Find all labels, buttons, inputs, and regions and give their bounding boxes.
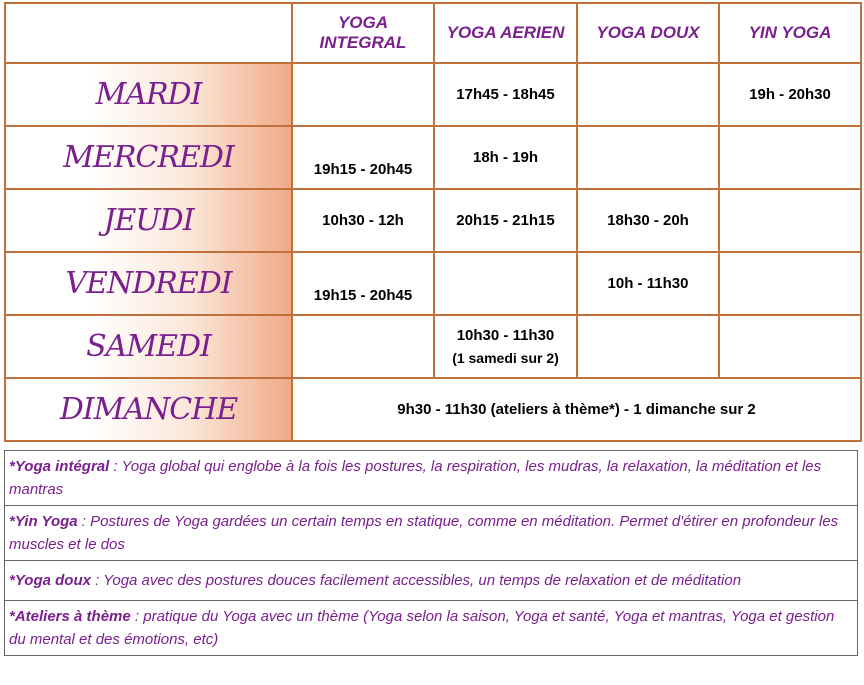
note-yin-yoga [5,506,858,561]
note-term: *Yoga intégral [9,458,110,475]
col-header-yoga-aerien: YOGA AERIEN [434,3,577,63]
note-samedi-aerien: (1 samedi sur 2) [452,350,559,366]
slot-jeudi-doux [577,189,719,252]
slot-mercredi-yin [719,126,861,189]
day-label-jeudi: JEUDI [5,189,292,252]
slot-samedi-integral [292,315,434,378]
slot-mercredi-integral [292,126,434,189]
time-mardi-yin: 19h - 20h30 [749,86,831,103]
time-mercredi-integral: 19h15 - 20h45 [313,161,413,178]
slot-vendredi-doux [577,252,719,315]
slot-mardi-yin [719,63,861,126]
note-term: *Ateliers à thème [9,608,131,625]
time-mardi-aerien: 17h45 - 18h45 [456,86,555,103]
row-jeudi [5,189,861,252]
col-header-yoga-integral: YOGA INTEGRAL [292,3,434,63]
row-samedi [5,315,861,378]
slot-dimanche-all [292,378,861,441]
row-mercredi [5,126,861,189]
note-row [5,601,858,656]
slot-vendredi-yin [719,252,861,315]
time-vendredi-integral: 19h15 - 20h45 [313,287,413,304]
slot-samedi-doux [577,315,719,378]
time-jeudi-doux: 18h30 - 20h [607,212,689,229]
note-text: : pratique du Yoga avec un thème (Yoga selon la saison, Yoga et santé, Yoga et mantras, Yoga et gestion du mental et des émotions, etc) [9,608,835,648]
slot-jeudi-yin [719,189,861,252]
day-label-samedi: SAMEDI [5,315,292,378]
time-dimanche-all: 9h30 - 11h30 (ateliers à thème*) - 1 dimanche sur 2 [397,401,756,418]
note-text: : Postures de Yoga gardées un certain temps en statique, comme en méditation. Permet d'étirer en profondeur les muscles et le dos [9,513,839,553]
slot-jeudi-aerien [434,189,577,252]
slot-vendredi-integral [292,252,434,315]
header-row [5,3,861,63]
slot-mardi-aerien [434,63,577,126]
note-ateliers-a-theme [5,601,858,656]
slot-vendredi-aerien [434,252,577,315]
col-header-yoga-doux: YOGA DOUX [577,3,719,63]
note-yoga-doux [5,561,858,601]
day-label-mercredi: MERCREDI [5,126,292,189]
slot-mardi-doux [577,63,719,126]
time-jeudi-integral: 10h30 - 12h [322,212,404,229]
note-term: *Yoga doux [9,572,91,589]
row-mardi [5,63,861,126]
day-label-mardi: MARDI [5,63,292,126]
slot-samedi-yin [719,315,861,378]
slot-jeudi-integral [292,189,434,252]
note-text: : Yoga global qui englobe à la fois les postures, la respiration, les mudras, la relaxation, la méditation et les mantras [9,458,822,498]
slot-mercredi-doux [577,126,719,189]
slot-mardi-integral [292,63,434,126]
note-row [5,561,858,601]
note-text: : Yoga avec des postures douces facilement accessibles, un temps de relaxation et de méditation [90,572,742,589]
time-mercredi-aerien: 18h - 19h [472,149,539,166]
corner-cell [5,3,292,63]
note-row [5,451,858,506]
time-samedi-aerien: 10h30 - 11h30 [456,327,555,344]
day-label-dimanche: DIMANCHE [5,378,292,441]
time-vendredi-doux: 10h - 11h30 [607,275,689,292]
time-jeudi-aerien: 20h15 - 21h15 [456,212,555,229]
row-vendredi [5,252,861,315]
day-label-vendredi: VENDREDI [5,252,292,315]
note-yoga-integral [5,451,858,506]
note-term: *Yin Yoga [9,513,78,530]
col-header-yin-yoga: YIN YOGA [719,3,861,63]
notes-table [4,450,858,656]
slot-samedi-aerien [434,315,577,378]
row-dimanche [5,378,861,441]
note-row [5,506,858,561]
schedule-table [4,2,862,442]
slot-mercredi-aerien [434,126,577,189]
